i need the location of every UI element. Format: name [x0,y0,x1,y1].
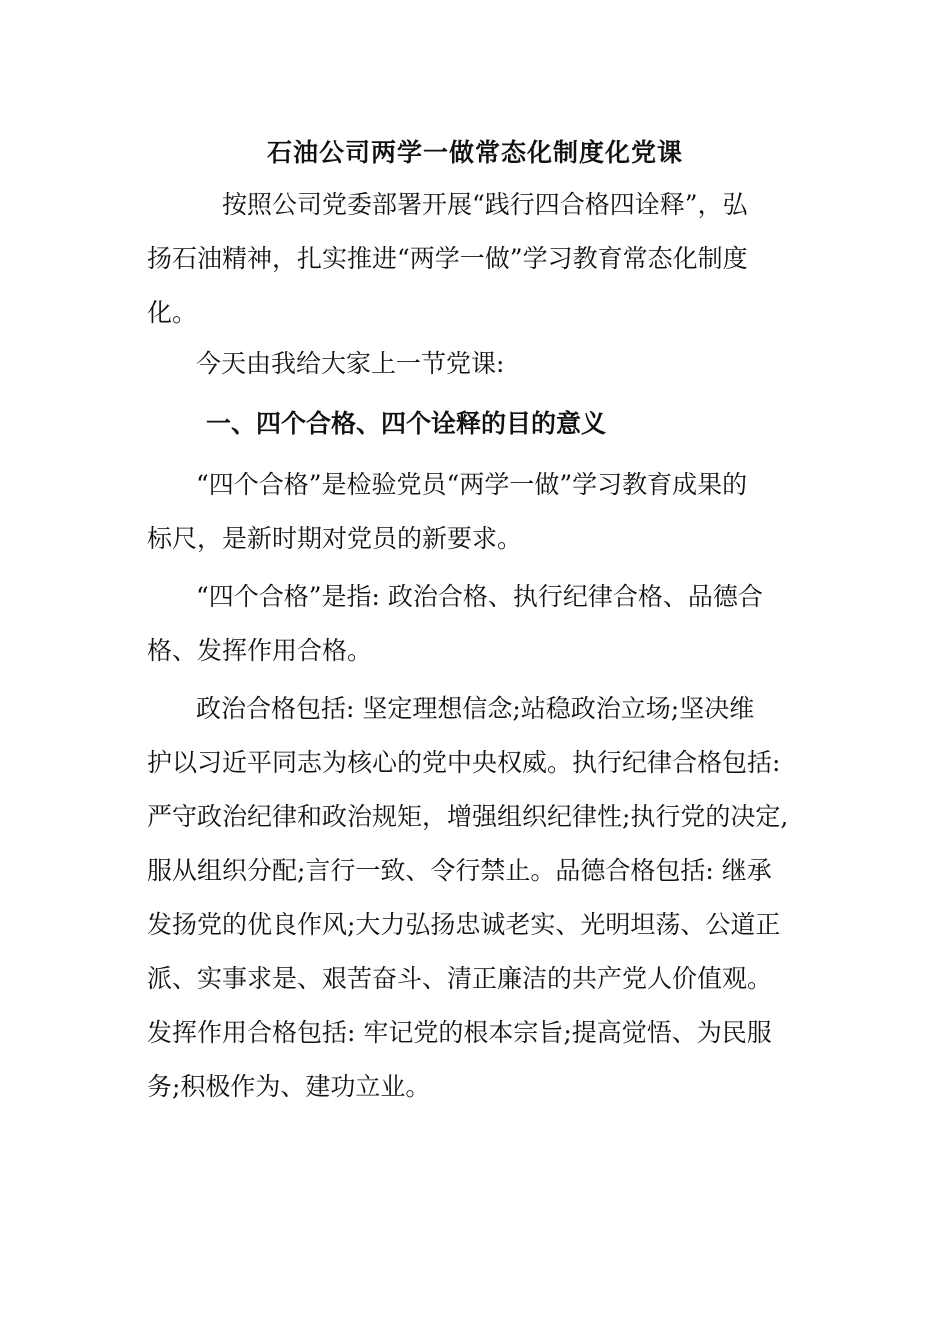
document-title: 石油公司两学一做常态化制度化党课 [266,138,683,167]
text-line: 严守政治纪律和政治规矩，增强组织纪律性;执行党的决定, [147,802,789,831]
text-line: 服从组织分配;言行一致、令行禁止。品德合格包括: 继承 [147,856,772,885]
text-line: “四个合格”是指: 政治合格、执行纪律合格、品德合 [196,582,763,611]
text-line: 务;积极作为、建功立业。 [147,1072,431,1101]
text-line: 政治合格包括: 坚定理想信念;站稳政治立场;坚决维 [196,694,755,723]
text-line: 护以习近平同志为核心的党中央权威。执行纪律合格包括: [147,748,781,777]
text-line: 按照公司党委部署开展“践行四合格四诠释”，弘 [222,190,748,219]
opening-paragraph [196,337,504,391]
paragraph-four-qualifications-standard [147,458,747,566]
paragraph-qualification-details [147,682,788,1114]
section-heading: 一、四个合格、四个诠释的目的意义 [206,409,607,438]
text-line: 派、实事求是、艰苦奋斗、清正廉洁的共产党人价值观。 [147,964,773,993]
text-line: 标尺，是新时期对党员的新要求。 [147,524,523,553]
text-line: 发扬党的优良作风;大力弘扬忠诚老实、光明坦荡、公道正 [147,910,781,939]
text-line: 格、发挥作用合格。 [147,636,373,665]
paragraph-four-qualifications-definition [147,570,763,678]
text-line: 今天由我给大家上一节党课: [196,349,505,378]
text-line: 化。 [147,298,198,327]
text-line: 发挥作用合格包括: 牢记党的根本宗旨;提高觉悟、为民服 [147,1018,772,1047]
text-line: “四个合格”是检验党员“两学一做”学习教育成果的 [196,470,748,499]
intro-paragraph [147,178,748,340]
text-line: 扬石油精神，扎实推进“两学一做”学习教育常态化制度 [147,244,748,273]
